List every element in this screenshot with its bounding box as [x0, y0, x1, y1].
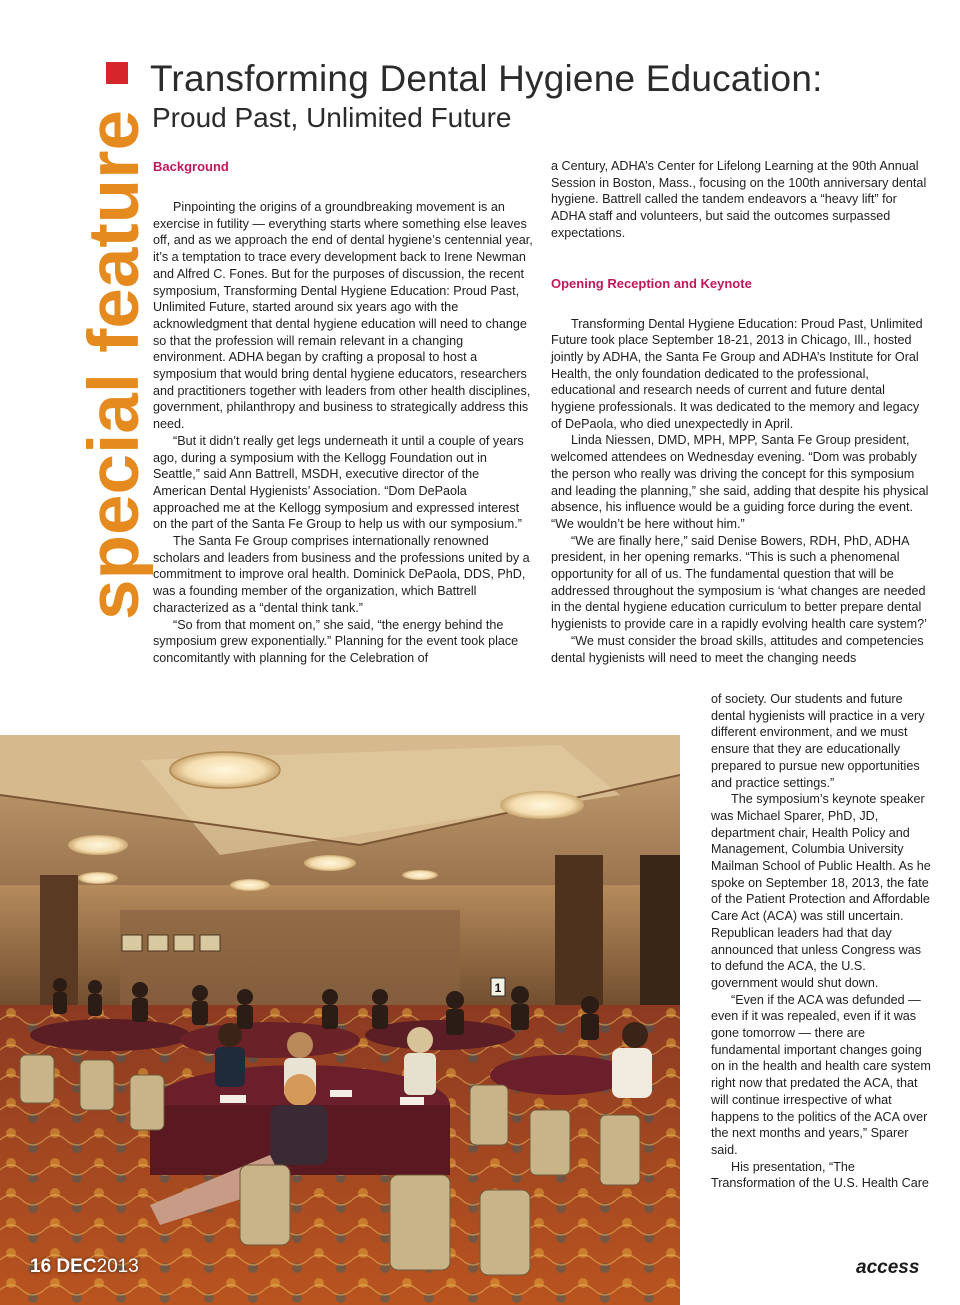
section-heading-background: Background [153, 159, 229, 174]
section-label [20, 100, 154, 620]
section-heading-opening-reception: Opening Reception and Keynote [551, 275, 752, 291]
paragraph: “But it didn’t really get legs underneath it until a couple of years ago, during a symposium with the Kellogg Foundation out in Seattle,” said Ann Battrell, MSDH, executive director of the American Dental Hygienists’ Association. “Dom DePaola approached me at the Kellogg symposium and expressed interest on the part of the Santa Fe Group to help us with our symposium.” [153, 433, 524, 532]
conference-photo [0, 735, 680, 1305]
paragraph: “So from that moment on,” she said, “the energy behind the symposium grew exponentially.” Planning for the event took place concomitantly with planning for the Celebration of [153, 617, 519, 665]
issue-year: 2013 [96, 1256, 139, 1277]
magazine-name: access [856, 1257, 920, 1278]
paragraph: “We are finally here,” said Denise Bowers, RDH, PhD, ADHA president, in her opening remarks. “This is such a phenomenal opportunity for all of us. The fundamental question that will be addressed throughout the symposium is ‘what changes are needed in the dental hygiene education curriculum to better prepare dental hygienists to provide care in a rapidly evolving health care system?’ [551, 533, 927, 632]
paragraph: His presentation, “The Transformation of the U.S. Health Care [711, 1159, 929, 1191]
section-label-text: special feature [75, 122, 154, 620]
column-right-wrap [711, 691, 933, 1192]
article-subtitle: Proud Past, Unlimited Future [152, 102, 512, 133]
accent-square [106, 62, 128, 84]
footer-page-info [30, 1256, 139, 1278]
article-title: Transforming Dental Hygiene Education: [150, 58, 823, 99]
paragraph: Linda Niessen, DMD, MPH, MPP, Santa Fe Group president, welcomed attendees on Wednesday evening. “Dom was probably the person who really was driving the concept for this symposium and leading the planning,” she said, adding that despite his physical absence, his influence would be a guiding force during the event. “We wouldn’t be here without him.” [551, 433, 929, 531]
paragraph: The Santa Fe Group comprises internationally renowned scholars and leaders from business and the professions united by a commitment to improve oral health. Dominick DePaola, DDS, PhD, was a founding member of the organization, which Battrell characterized as a “dental think tank.” [153, 534, 530, 615]
paragraph: The symposium’s keynote speaker was Michael Sparer, PhD, JD, department chair, Health Policy and Management, Columbia University Mailman School of Public Health. As he spoke on September 18, 2013, the fate of the Patient Protection and Affordable Care Act (ACA) was still uncertain. Republican leaders had that day announced that unless Congress was to defund the ACA, the U.S. government would shut down. [711, 792, 931, 990]
paragraph: Transforming Dental Hygiene Education: Proud Past, Unlimited Future took place September 18-21, 2013 in Chicago, Ill., hosted jointly by ADHA, the Santa Fe Group and ADHA’s Institute for Oral Health, the only foundation dedicated to the professional, educational and research needs of current and future dental hygiene professionals. It was dedicated to the memory and legacy of DePaola, who died unexpectedly in April. [551, 316, 923, 431]
issue-month: DEC [56, 1256, 97, 1277]
table-number: 1 [494, 981, 502, 995]
paragraph-continued: a Century, ADHA’s Center for Lifelong Learning at the 90th Annual Session in Boston, Mass., focusing on the 100th anniversary dental hygiene. Battrell called the tandem endeavors a “heavy lift” for ADHA staff and volunteers, but said the outcomes surpassed expectations. [551, 159, 927, 240]
paragraph: “Even if the ACA was defunded — even if it was repealed, even if it was gone tomorrow — there are fundamental important changes going on in the health and health care system right now that predated the ACA, that will continue irrespective of what happens to the politics of the ACA over the next months and years,” Sparer said. [711, 992, 931, 1157]
column-right [551, 158, 931, 666]
page-number: 16 [30, 1256, 52, 1277]
column-left [153, 158, 533, 667]
paragraph-continued: of society. Our students and future dental hygienists will practice in a very different environment, and we must ensure that they are educationally prepared to pursue new opportunities and practice settings.” [711, 692, 925, 790]
paragraph: “We must consider the broad skills, attitudes and competencies dental hygienists will need to meet the changing needs [551, 633, 924, 665]
paragraph: Pinpointing the origins of a groundbreaking movement is an exercise in futility — everything starts where something else leaves off, and as we approach the end of dental hygiene’s centennial year, it’s a temptation to trace every development back to Irene Newman and Alfred C. Fones. But for the purposes of discussion, the recent symposium, Transforming Dental Hygiene Education: Proud Past, Unlimited Future, started around six years ago with the acknowledgment that dental hygiene education will need to change so that the profession will remain relevant in a changing environment. ADHA began by crafting a proposal to host a symposium that would bring dental hygiene educators, researchers and practitioners together with leaders from other health disciplines, government, philanthropy and business to strategically address this need. [153, 200, 533, 432]
